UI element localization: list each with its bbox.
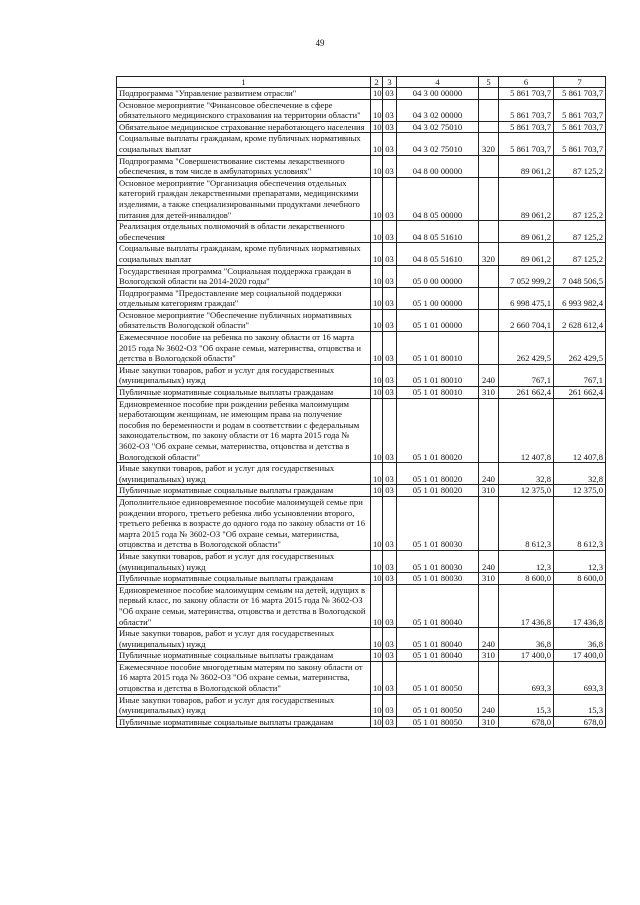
subsection-code: 03 [383,133,397,155]
column-header: 7 [554,77,606,88]
amount-year-2: 6 993 982,4 [554,287,606,309]
section-code: 10 [371,221,383,243]
row-name: Единовременное пособие малоимущим семьям на детей, идущих в первый класс, по закону области от 16 марта 2015 года № 3602-ОЗ "Об охране семьи, материнства, отцовства и детства в Вологодской области" [117,584,371,627]
expense-type-code [479,88,499,100]
amount-year-1: 678,0 [499,716,554,728]
section-code: 10 [371,155,383,177]
expense-type-code [479,221,499,243]
table-row [117,694,606,716]
row-name: Основное мероприятие "Финансовое обеспечение в сфере обязательного медицинского страхования на территории области" [117,99,371,121]
expense-type-code: 240 [479,550,499,572]
section-code: 10 [371,716,383,728]
table-row [117,309,606,331]
expense-type-code [479,584,499,627]
target-article-code: 05 1 01 80010 [397,332,479,365]
amount-year-1: 5 861 703,7 [499,99,554,121]
subsection-code: 03 [383,332,397,365]
table-row [117,243,606,265]
subsection-code: 03 [383,364,397,386]
amount-year-2: 15,3 [554,694,606,716]
section-code: 10 [371,661,383,694]
target-article-code: 04 8 05 51610 [397,243,479,265]
expense-type-code [479,121,499,133]
amount-year-2: 261 662,4 [554,387,606,399]
amount-year-1: 693,3 [499,661,554,694]
amount-year-2: 17 436,8 [554,584,606,627]
section-code: 10 [371,694,383,716]
table-row [117,716,606,728]
amount-year-1: 8 600,0 [499,573,554,585]
target-article-code: 05 1 01 80040 [397,650,479,662]
row-name: Обязательное медицинское страхование неработающего населения [117,121,371,133]
target-article-code: 05 1 01 80040 [397,628,479,650]
table-row [117,88,606,100]
expense-type-code: 320 [479,243,499,265]
table-row [117,364,606,386]
row-name: Публичные нормативные социальные выплаты гражданам [117,573,371,585]
amount-year-1: 36,8 [499,628,554,650]
section-code: 10 [371,584,383,627]
table-row [117,650,606,662]
table-row [117,121,606,133]
expense-type-code: 240 [479,364,499,386]
column-header: 1 [117,77,371,88]
row-name: Публичные нормативные социальные выплаты гражданам [117,716,371,728]
target-article-code: 05 1 01 80050 [397,694,479,716]
expense-type-code [479,99,499,121]
expense-type-code: 240 [479,694,499,716]
row-name: Подпрограмма "Совершенствование системы лекарственного обеспечения, в том числе в амбулаторных условиях" [117,155,371,177]
expense-type-code [479,177,499,220]
amount-year-1: 15,3 [499,694,554,716]
expense-type-code: 240 [479,628,499,650]
row-name: Социальные выплаты гражданам, кроме публичных нормативных социальных выплат [117,243,371,265]
amount-year-1: 89 061,2 [499,243,554,265]
row-name: Публичные нормативные социальные выплаты гражданам [117,485,371,497]
amount-year-1: 12 407,8 [499,398,554,463]
table-row [117,265,606,287]
subsection-code: 03 [383,177,397,220]
table-row [117,496,606,550]
subsection-code: 03 [383,221,397,243]
row-name: Ежемесячное пособие многодетным матерям по закону области от 16 марта 2015 года № 3602-ОЗ "Об охране семьи, материнства, отцовства и детства в Вологодской области" [117,661,371,694]
row-name: Основное мероприятие "Обеспечение публичных нормативных обязательств Вологодской области" [117,309,371,331]
section-code: 10 [371,309,383,331]
row-name: Ежемесячное пособие на ребенка по закону области от 16 марта 2015 года № 3602-ОЗ "Об охране семьи, материнства, отцовства и детства в Вологодской области" [117,332,371,365]
target-article-code: 05 1 01 80050 [397,661,479,694]
expense-type-code [479,309,499,331]
subsection-code: 03 [383,309,397,331]
budget-table [116,76,606,728]
table-row [117,387,606,399]
subsection-code: 03 [383,550,397,572]
amount-year-2: 5 861 703,7 [554,88,606,100]
row-name: Государственная программа "Социальная поддержка граждан в Вологодской области на 2014-2020 годы" [117,265,371,287]
expense-type-code [479,155,499,177]
amount-year-2: 693,3 [554,661,606,694]
target-article-code: 05 1 01 80020 [397,463,479,485]
table-row [117,485,606,497]
table-row [117,584,606,627]
subsection-code: 03 [383,155,397,177]
row-name: Реализация отдельных полномочий в области лекарственного обеспечения [117,221,371,243]
subsection-code: 03 [383,650,397,662]
amount-year-1: 261 662,4 [499,387,554,399]
amount-year-2: 5 861 703,7 [554,133,606,155]
amount-year-1: 17 400,0 [499,650,554,662]
target-article-code: 04 8 00 00000 [397,155,479,177]
amount-year-2: 87 125,2 [554,243,606,265]
column-header: 4 [397,77,479,88]
subsection-code: 03 [383,496,397,550]
target-article-code: 04 3 02 75010 [397,133,479,155]
row-name: Дополнительное единовременное пособие малоимущей семье при рождении второго, третьего ребенка либо усыновлении второго, третьего ребенка в возрасте до одного года по закону области от 16 марта 2015 года № 3602-ОЗ "Об охране семьи, материнства, отцовства и детства в Вологодской области" [117,496,371,550]
amount-year-1: 5 861 703,7 [499,121,554,133]
row-name: Иные закупки товаров, работ и услуг для государственных (муниципальных) нужд [117,550,371,572]
section-code: 10 [371,496,383,550]
target-article-code: 05 1 01 00000 [397,309,479,331]
expense-type-code [479,661,499,694]
amount-year-1: 32,8 [499,463,554,485]
target-article-code: 05 1 01 80020 [397,485,479,497]
header-row [117,77,606,88]
section-code: 10 [371,99,383,121]
subsection-code: 03 [383,694,397,716]
amount-year-2: 12 375,0 [554,485,606,497]
table-row [117,287,606,309]
section-code: 10 [371,398,383,463]
column-header: 2 [371,77,383,88]
section-code: 10 [371,573,383,585]
target-article-code: 05 1 01 80040 [397,584,479,627]
expense-type-code: 310 [479,387,499,399]
target-article-code: 04 3 00 00000 [397,88,479,100]
amount-year-1: 17 436,8 [499,584,554,627]
section-code: 10 [371,265,383,287]
expense-type-code [479,287,499,309]
table-row [117,573,606,585]
subsection-code: 03 [383,88,397,100]
target-article-code: 04 8 05 51610 [397,221,479,243]
target-article-code: 05 1 00 00000 [397,287,479,309]
table-row [117,463,606,485]
section-code: 10 [371,628,383,650]
amount-year-2: 12 407,8 [554,398,606,463]
target-article-code: 05 1 01 80020 [397,398,479,463]
subsection-code: 03 [383,99,397,121]
section-code: 10 [371,243,383,265]
table-row [117,99,606,121]
amount-year-2: 8 600,0 [554,573,606,585]
row-name: Публичные нормативные социальные выплаты гражданам [117,387,371,399]
section-code: 10 [371,332,383,365]
amount-year-2: 32,8 [554,463,606,485]
expense-type-code [479,265,499,287]
amount-year-1: 5 861 703,7 [499,133,554,155]
target-article-code: 05 1 01 80030 [397,573,479,585]
expense-type-code: 310 [479,485,499,497]
subsection-code: 03 [383,628,397,650]
subsection-code: 03 [383,463,397,485]
amount-year-2: 678,0 [554,716,606,728]
amount-year-1: 89 061,2 [499,177,554,220]
section-code: 10 [371,485,383,497]
section-code: 10 [371,650,383,662]
subsection-code: 03 [383,716,397,728]
amount-year-2: 87 125,2 [554,177,606,220]
section-code: 10 [371,550,383,572]
amount-year-1: 12 375,0 [499,485,554,497]
expense-type-code [479,496,499,550]
amount-year-2: 7 048 506,5 [554,265,606,287]
row-name: Основное мероприятие "Организация обеспечения отдельных категорий граждан лекарственными препаратами, медицинскими изделиями, а также специализированными продуктами лечебного питания для детей-инвалидов" [117,177,371,220]
table-row [117,155,606,177]
amount-year-1: 8 612,3 [499,496,554,550]
amount-year-1: 89 061,2 [499,221,554,243]
row-name: Иные закупки товаров, работ и услуг для государственных (муниципальных) нужд [117,694,371,716]
table-row [117,398,606,463]
amount-year-1: 5 861 703,7 [499,88,554,100]
section-code: 10 [371,463,383,485]
expense-type-code: 320 [479,133,499,155]
row-name: Иные закупки товаров, работ и услуг для государственных (муниципальных) нужд [117,463,371,485]
amount-year-2: 36,8 [554,628,606,650]
amount-year-2: 87 125,2 [554,221,606,243]
expense-type-code: 310 [479,716,499,728]
subsection-code: 03 [383,121,397,133]
amount-year-2: 262 429,5 [554,332,606,365]
amount-year-2: 12,3 [554,550,606,572]
target-article-code: 05 0 00 00000 [397,265,479,287]
target-article-code: 05 1 01 80030 [397,496,479,550]
table-row [117,177,606,220]
row-name: Подпрограмма "Предоставление мер социальной поддержки отдельным категориям граждан" [117,287,371,309]
section-code: 10 [371,88,383,100]
table-row [117,133,606,155]
amount-year-1: 89 061,2 [499,155,554,177]
amount-year-1: 7 052 999,2 [499,265,554,287]
amount-year-2: 767,1 [554,364,606,386]
target-article-code: 04 3 02 75010 [397,121,479,133]
row-name: Иные закупки товаров, работ и услуг для государственных (муниципальных) нужд [117,364,371,386]
target-article-code: 05 1 01 80010 [397,364,479,386]
expense-type-code: 240 [479,463,499,485]
amount-year-1: 767,1 [499,364,554,386]
subsection-code: 03 [383,243,397,265]
subsection-code: 03 [383,584,397,627]
amount-year-2: 8 612,3 [554,496,606,550]
section-code: 10 [371,133,383,155]
subsection-code: 03 [383,398,397,463]
amount-year-2: 5 861 703,7 [554,99,606,121]
column-header: 6 [499,77,554,88]
amount-year-2: 5 861 703,7 [554,121,606,133]
amount-year-1: 262 429,5 [499,332,554,365]
amount-year-2: 87 125,2 [554,155,606,177]
amount-year-2: 17 400,0 [554,650,606,662]
amount-year-1: 12,3 [499,550,554,572]
section-code: 10 [371,177,383,220]
section-code: 10 [371,364,383,386]
expense-type-code [479,332,499,365]
subsection-code: 03 [383,485,397,497]
row-name: Публичные нормативные социальные выплаты гражданам [117,650,371,662]
table-row [117,221,606,243]
row-name: Единовременное пособие при рождении ребенка малоимущим неработающим женщинам, не имеющим права на получение пособия по беременности и родам в соответствии с федеральным законодательством, по закону области от 16 марта 2015 года № 3602-ОЗ "Об охране семьи, материнства, отцовства и детства в Вологодской области" [117,398,371,463]
column-header: 5 [479,77,499,88]
row-name: Социальные выплаты гражданам, кроме публичных нормативных социальных выплат [117,133,371,155]
target-article-code: 05 1 01 80050 [397,716,479,728]
target-article-code: 05 1 01 80030 [397,550,479,572]
expense-type-code: 310 [479,650,499,662]
table-row [117,550,606,572]
row-name: Подпрограмма "Управление развитием отрасли" [117,88,371,100]
table-row [117,332,606,365]
subsection-code: 03 [383,661,397,694]
section-code: 10 [371,387,383,399]
subsection-code: 03 [383,573,397,585]
target-article-code: 05 1 01 80010 [397,387,479,399]
expense-type-code [479,398,499,463]
row-name: Иные закупки товаров, работ и услуг для государственных (муниципальных) нужд [117,628,371,650]
amount-year-1: 2 660 704,1 [499,309,554,331]
section-code: 10 [371,287,383,309]
subsection-code: 03 [383,287,397,309]
expense-type-code: 310 [479,573,499,585]
subsection-code: 03 [383,265,397,287]
section-code: 10 [371,121,383,133]
table-row [117,628,606,650]
column-header: 3 [383,77,397,88]
amount-year-1: 6 998 475,1 [499,287,554,309]
target-article-code: 04 8 05 00000 [397,177,479,220]
page-number: 49 [315,38,325,48]
target-article-code: 04 3 02 00000 [397,99,479,121]
subsection-code: 03 [383,387,397,399]
table-row [117,661,606,694]
amount-year-2: 2 628 612,4 [554,309,606,331]
